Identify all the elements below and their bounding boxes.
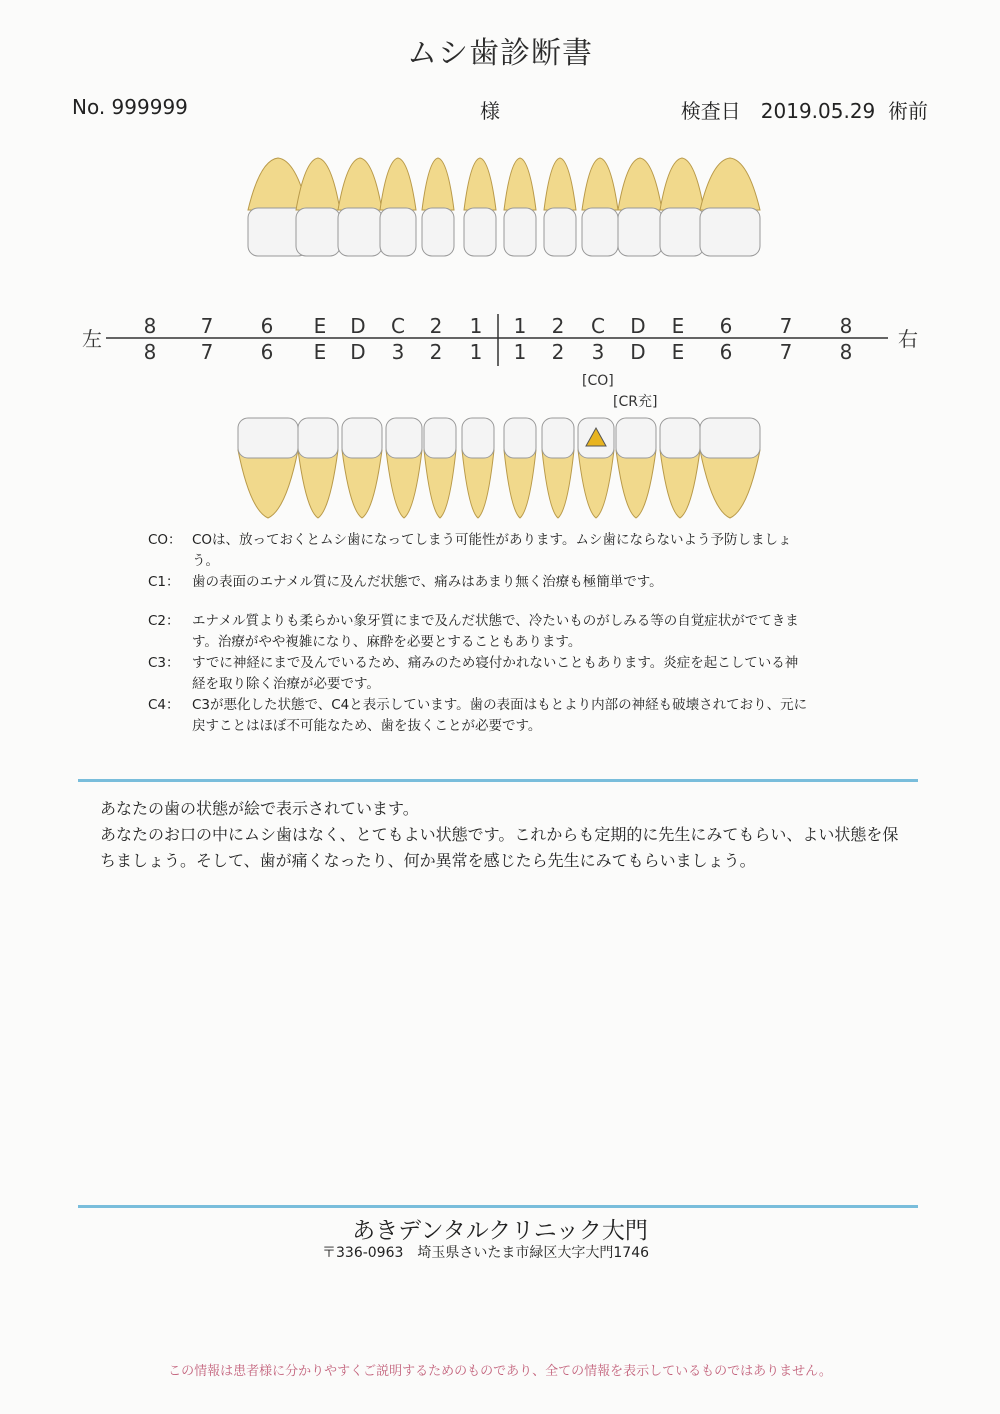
mark-cr: [CR充] — [613, 394, 658, 410]
upper-code-8: 1 — [469, 314, 483, 338]
divider-bottom — [78, 1205, 918, 1208]
lower-code-12: D — [630, 340, 646, 364]
legend-code: C2： — [148, 613, 180, 629]
upper-code-12: D — [630, 314, 646, 338]
message-line-1: あなたの歯の状態が絵で表示されています。 — [100, 799, 419, 818]
legend-item-co — [148, 530, 808, 572]
honorific: 様 — [480, 99, 500, 123]
page-title: ムシ歯診断書 — [407, 36, 593, 71]
lower-code-9: 1 — [513, 340, 527, 364]
legend-text: すでに神経にまで及んでいるため、痛みのため寝付かれないこともあります。炎症を起こしている神経を取り除く治療が必要です。 — [192, 655, 799, 692]
tooth-icon — [618, 158, 662, 256]
tooth-icon — [296, 158, 340, 256]
lower-code-2: 7 — [200, 340, 214, 364]
lower-teeth-illustration — [0, 410, 1000, 525]
mark-co: [CO] — [582, 373, 614, 389]
lower-code-8: 1 — [469, 340, 483, 364]
legend-code: C3： — [148, 655, 180, 671]
upper-code-9: 1 — [513, 314, 527, 338]
exam-info — [681, 95, 928, 124]
legend-item-c4 — [148, 695, 808, 737]
exam-date: 2019.05.29 — [760, 99, 876, 123]
message-line-2: あなたのお口の中にムシ歯はなく、とてもよい状態です。これからも定期的に先生にみてもらい、よい状態を保ちましょう。そして、歯が痛くなったり、何か異常を感じたら先生にみてもらいましょう。 — [100, 825, 899, 870]
upper-code-7: 2 — [429, 314, 443, 338]
legend-text: C3が悪化した状態で、C4と表示しています。歯の表面はもとより内部の神経も破壊されており、元に戻すことはほぼ不可能なため、歯を抜くことが必要です。 — [192, 697, 808, 734]
upper-code-10: 2 — [551, 314, 565, 338]
lower-code-6: 3 — [391, 340, 405, 364]
legend-text: エナメル質よりも柔らかい象牙質にまで及んだ状態で、冷たいものがしみる等の自覚症状がでてきます。治療がやや複雑になり、麻酔を必要とすることもあります。 — [192, 613, 799, 650]
chart-right-label: 右 — [898, 327, 918, 351]
lower-code-7: 2 — [429, 340, 443, 364]
diagnosis-message — [100, 796, 900, 874]
clinic-address: 〒336-0963 埼玉県さいたま市緑区大字大門1746 — [322, 1245, 650, 1261]
exam-label: 検査日 — [680, 99, 741, 123]
lower-code-14: 6 — [719, 340, 733, 364]
tooth-icon — [504, 418, 536, 518]
tooth-icon — [380, 158, 416, 256]
tooth-icon — [700, 418, 760, 518]
legend-item-c1 — [148, 572, 808, 593]
upper-code-1: 8 — [143, 314, 157, 338]
lower-code-15: 7 — [779, 340, 793, 364]
lower-code-11: 3 — [591, 340, 605, 364]
lower-code-1: 8 — [143, 340, 157, 364]
tooth-icon — [298, 418, 338, 518]
legend-code: C1： — [148, 574, 180, 590]
tooth-icon — [338, 158, 382, 256]
lower-code-4: E — [313, 340, 327, 364]
upper-code-5: D — [350, 314, 366, 338]
tooth-icon — [464, 158, 496, 256]
legend-item-c2 — [148, 611, 808, 653]
tooth-icon — [504, 158, 536, 256]
legend-code: CO： — [148, 532, 182, 548]
tooth-icon — [424, 418, 456, 518]
tooth-icon — [582, 158, 618, 256]
tooth-icon — [578, 418, 614, 518]
lower-code-3: 6 — [260, 340, 274, 364]
tooth-icon — [238, 418, 298, 518]
upper-code-2: 7 — [200, 314, 214, 338]
tooth-icon — [342, 418, 382, 518]
upper-teeth-illustration — [0, 150, 1000, 270]
upper-code-3: 6 — [260, 314, 274, 338]
lower-code-16: 8 — [839, 340, 853, 364]
patient-number: No. 999999 — [72, 95, 188, 119]
upper-code-13: E — [671, 314, 685, 338]
legend-text: COは、放っておくとムシ歯になってしまう可能性があります。ムシ歯にならないよう予防しましょう。 — [192, 532, 792, 569]
chart-left-label: 左 — [82, 327, 102, 351]
legend-item-c3 — [148, 653, 808, 695]
tooth-icon — [422, 158, 454, 256]
tooth-icon — [660, 418, 700, 518]
footer-note: この情報は患者様に分かりやすくご説明するためのものであり、全ての情報を表示しているものではありません。 — [168, 1364, 832, 1379]
caries-legend — [148, 530, 808, 737]
exam-note: 術前 — [888, 99, 928, 123]
tooth-icon — [542, 418, 574, 518]
upper-code-6: C — [391, 314, 405, 338]
upper-code-16: 8 — [839, 314, 853, 338]
lower-code-10: 2 — [551, 340, 565, 364]
tooth-icon — [616, 418, 656, 518]
tooth-icon — [386, 418, 422, 518]
tooth-icon — [700, 158, 760, 256]
tooth-icon — [462, 418, 494, 518]
legend-text: 歯の表面のエナメル質に及んだ状態で、痛みはあまり無く治療も極簡単です。 — [192, 574, 663, 590]
tooth-icon — [544, 158, 576, 256]
upper-code-14: 6 — [719, 314, 733, 338]
tooth-chart — [0, 300, 1000, 380]
upper-code-15: 7 — [779, 314, 793, 338]
tooth-icon — [660, 158, 704, 256]
clinic-name: あきデンタルクリニック大門 — [352, 1218, 648, 1244]
lower-code-13: E — [671, 340, 685, 364]
lower-code-5: D — [350, 340, 366, 364]
legend-code: C4： — [148, 697, 180, 713]
divider-top — [78, 779, 918, 782]
upper-code-11: C — [591, 314, 605, 338]
upper-code-4: E — [313, 314, 327, 338]
